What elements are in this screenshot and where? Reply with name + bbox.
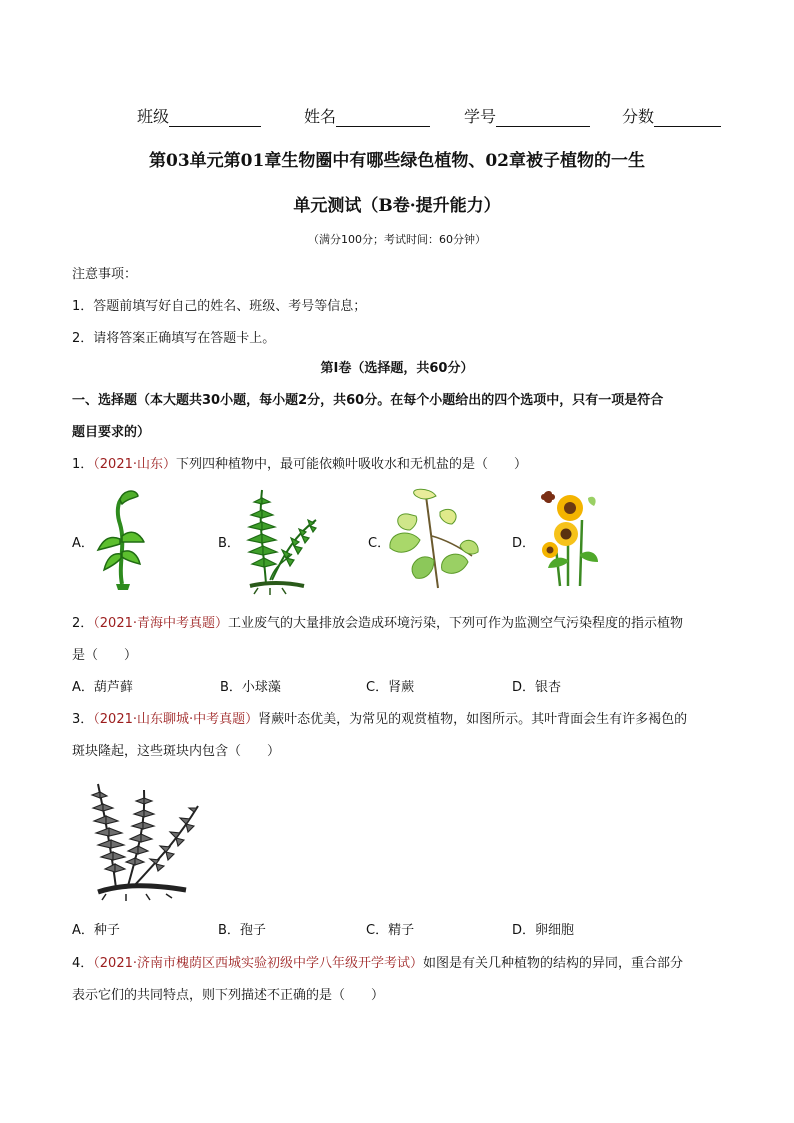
question-text: 如图是有关几种植物的结构的异同，重合部分 (423, 956, 684, 971)
score-field[interactable] (622, 104, 721, 127)
exam-title-line1: 第03单元第01章生物圈中有哪些绿色植物、02章被子植物的一生 (149, 151, 645, 171)
question-number: 4． (72, 956, 94, 971)
question-4-continued: 表示它们的共同特点，则下列描述不正确的是（ ） (72, 988, 385, 1003)
question-3-continued: 斑块隆起，这些斑块内包含（ ） (72, 744, 281, 759)
question-2 (72, 612, 683, 631)
score-label: 分数 (622, 107, 655, 126)
notes-heading: 注意事项： (72, 267, 138, 282)
ginkgo-plant-image (386, 486, 484, 590)
q1-option-c-label[interactable]: C． (368, 536, 391, 551)
question-source: （2021·济南市槐荫区西城实验初级中学八年级开学考试） (93, 956, 423, 971)
question-text: 工业废气的大量排放会造成环境污染，下列可作为监测空气污染程度的指示植物 (228, 616, 684, 631)
q1-option-d-label[interactable]: D． (512, 536, 536, 551)
question-1 (72, 453, 527, 472)
notes-item-2: 2．请将答案正确填写在答题卡上。 (72, 331, 276, 346)
student-id-label: 学号 (464, 107, 497, 126)
question-number: 1． (72, 457, 94, 472)
section-title: 第Ⅰ卷（选择题，共60分） (320, 361, 474, 376)
fern-plant-image (236, 484, 326, 596)
q1-option-a-label[interactable]: A． (72, 536, 94, 551)
part-one-line2: 题目要求的） (72, 425, 151, 440)
exam-title-line2: 单元测试（B卷·提升能力） (293, 196, 501, 216)
q2-option-a[interactable]: A．葫芦藓 (72, 680, 133, 695)
question-3 (72, 708, 687, 727)
q2-option-c[interactable]: C．肾蕨 (366, 680, 415, 695)
part-one-line1: 一、选择题（本大题共30小题，每小题2分，共60分。在每个小题给出的四个选项中，只有一项是符合 (72, 393, 664, 408)
notes-item-1: 1．答题前填写好自己的姓名、班级、考号等信息； (72, 299, 367, 314)
q3-option-d[interactable]: D．卵细胞 (512, 923, 575, 938)
question-source: （2021·山东聊城·中考真题） (93, 712, 259, 727)
q2-option-b[interactable]: B．小球藻 (220, 680, 281, 695)
kidney-fern-image (76, 776, 206, 904)
question-number: 2． (72, 616, 94, 631)
question-text: 肾蕨叶态优美，为常见的观赏植物，如图所示。其叶背面会生有许多褐色的 (258, 712, 688, 727)
question-source: （2021·山东） (93, 457, 176, 472)
question-2-continued: 是（ ） (72, 648, 138, 663)
name-label: 姓名 (304, 107, 337, 126)
q3-option-b[interactable]: B．孢子 (218, 923, 266, 938)
question-4 (72, 952, 683, 971)
name-field[interactable] (304, 104, 430, 127)
q1-option-b-label[interactable]: B． (218, 536, 240, 551)
student-id-field[interactable] (464, 104, 590, 127)
question-number: 3． (72, 712, 94, 727)
question-text: 下列四种植物中，最可能依赖叶吸收水和无机盐的是（ ） (176, 457, 528, 472)
class-label: 班级 (137, 107, 170, 126)
exam-subtitle: （满分100分；考试时间：60分钟） (308, 233, 486, 246)
question-source: （2021·青海中考真题） (93, 616, 228, 631)
sunflower-plant-image (536, 490, 600, 588)
q3-option-a[interactable]: A．种子 (72, 923, 120, 938)
class-field[interactable] (137, 104, 261, 127)
q3-option-c[interactable]: C．精子 (366, 923, 415, 938)
q2-option-d[interactable]: D．银杏 (512, 680, 562, 695)
moss-plant-image (92, 484, 148, 592)
